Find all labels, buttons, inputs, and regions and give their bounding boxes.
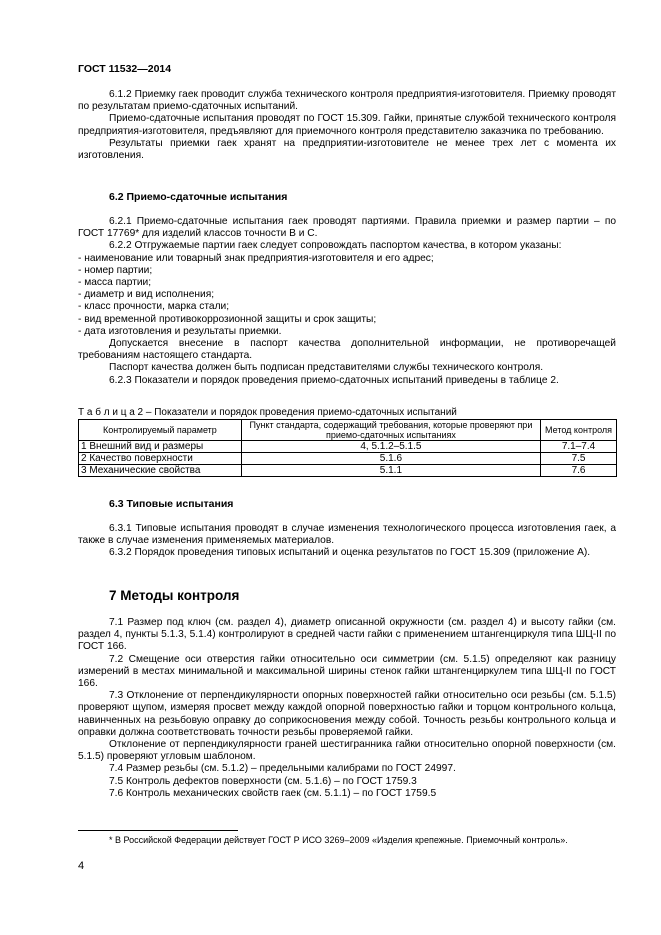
paragraph: Отклонение от перпендикулярности граней шестигранника гайки относительно опорной поверхности (см. 5.1.5) проверяют угловым шаблоном. — [78, 739, 616, 763]
table-caption-label: Т а б л и ц а 2 — [78, 407, 144, 418]
table-header-cell: Контролируемый параметр — [79, 420, 242, 441]
section-6-2-title: 6.2 Приемо-сдаточные испытания — [109, 191, 288, 203]
list-item: - вид временной противокоррозионной защиты и срок защиты; — [78, 313, 377, 325]
acceptance-tests-table — [78, 419, 617, 477]
table-cell: 5.1.6 — [241, 453, 540, 465]
list-item: - класс прочности, марка стали; — [78, 301, 230, 313]
section-6-1-2-block — [78, 89, 616, 162]
paragraph: Допускается внесение в паспорт качества дополнительной информации, не противоречащей требованиям настоящего стандарта. — [78, 338, 616, 362]
footnote-divider — [78, 830, 238, 831]
table-cell: 2 Качество поверхности — [79, 453, 242, 465]
paragraph: 7.6 Контроль механических свойств гаек (см. 5.1.1) – по ГОСТ 1759.5 — [109, 787, 437, 799]
table-caption-text: – Показатели и порядок проведения приемо-сдаточных испытаний — [143, 407, 457, 418]
section-7-block — [78, 617, 616, 800]
table-cell: 3 Механические свойства — [79, 465, 242, 477]
table-cell: 4, 5.1.2–5.1.5 — [241, 441, 540, 453]
list-item: - диаметр и вид исполнения; — [78, 289, 215, 301]
paragraph: 7.4 Размер резьбы (см. 5.1.2) – предельными калибрами по ГОСТ 24997. — [109, 763, 456, 775]
page-number: 4 — [78, 860, 85, 872]
list-item: - наименование или товарный знак предприятия-изготовителя и его адрес; — [78, 252, 434, 264]
paragraph: Паспорт качества должен быть подписан представителями службы технического контроля. — [109, 362, 544, 374]
paragraph: 6.1.2 Приемку гаек проводит служба технического контроля предприятия-изготовителя. Приемку проводят по результатам приемо-сдаточных испытаний. — [78, 89, 616, 113]
footnote — [78, 834, 616, 846]
paragraph: Результаты приемки гаек хранят на предприятии-изготовителе не менее трех лет с момента их изготовления. — [78, 137, 616, 162]
table-cell: 7.6 — [541, 465, 617, 477]
section-7-title: 7 Методы контроля — [109, 588, 240, 603]
paragraph: 6.3.1 Типовые испытания проводят в случае изменения технологического процесса изготовления гаек, а также в случае изменения применяемых материалов. — [78, 523, 616, 547]
table-row — [79, 453, 617, 465]
paragraph: Приемо-сдаточные испытания проводят по ГОСТ 15.309. Гайки, принятые службой технического контроля предприятия-изготовителя, предъявляют для приемочного контроля представителю заказчика по требованию. — [78, 113, 616, 137]
paragraph: 7.5 Контроль дефектов поверхности (см. 5.1.6) – по ГОСТ 1759.3 — [109, 775, 417, 787]
table-header-cell: Метод контроля — [541, 420, 617, 441]
list-item: - масса партии; — [78, 277, 152, 289]
table-cell: 7.5 — [541, 453, 617, 465]
paragraph: 7.3 Отклонение от перпендикулярности опорных поверхностей гайки относительно оси резьбы (см. 5.1.5) проверяют щупом, измеряя просвет между каждой опорной поверхностью гайки и торцом контрольного кольца, навинченных на резьбовую оправку до соприкосновения между собой. Точность резьбы контрольного кольца и оправки должна соответствовать точности резьбы проверяемой гайки. — [78, 690, 616, 738]
section-6-3-block — [78, 523, 616, 560]
section-6-2-block — [78, 216, 616, 387]
table-header-cell: Пункт стандарта, содержащий требования, которые проверяют при приемо-сдаточных испытаниях — [241, 420, 540, 441]
list-item: - дата изготовления и результаты приемки. — [78, 325, 282, 337]
paragraph: 7.2 Смещение оси отверстия гайки относительно оси симметрии (см. 5.1.5) определяют как разницу измерений в местах минимальной и максимальной ширины стенок гайки штангенциркулем типа ШЦ-II по ГОСТ 166. — [78, 653, 616, 690]
paragraph: 6.2.2 Отгружаемые партии гаек следует сопровождать паспортом качества, в котором указаны: — [109, 240, 562, 252]
table-header-row — [79, 420, 617, 441]
table-row — [79, 465, 617, 477]
paragraph: 6.2.1 Приемо-сдаточные испытания гаек проводят партиями. Правила приемки и размер партии – по ГОСТ 17769* для изделий классов точности В и С. — [78, 216, 616, 240]
paragraph: 7.1 Размер под ключ (см. раздел 4), диаметр описанной окружности (см. раздел 4) и высоту гайки (см. раздел 4, пункты 5.1.3, 5.1.4) контролируют в средней части гайки с применением штангенциркуля типа ШЦ-II по ГОСТ 166. — [78, 617, 616, 653]
paragraph: 6.2.3 Показатели и порядок проведения приемо-сдаточных испытаний приведены в таблице 2. — [109, 374, 559, 386]
section-6-3-title: 6.3 Типовые испытания — [109, 498, 234, 510]
paragraph: 6.3.2 Порядок проведения типовых испытаний и оценка результатов по ГОСТ 15.309 (приложение А). — [109, 547, 591, 559]
table-cell: 7.1–7.4 — [541, 441, 617, 453]
table-caption — [78, 407, 616, 419]
list-item: - номер партии; — [78, 264, 153, 276]
footnote-text: * В Российской Федерации действует ГОСТ Р ИСО 3269–2009 «Изделия крепежные. Приемочный контроль». — [109, 835, 568, 845]
table-cell: 1 Внешний вид и размеры — [79, 441, 242, 453]
table-cell: 5.1.1 — [241, 465, 540, 477]
table-row — [79, 441, 617, 453]
document-header: ГОСТ 11532—2014 — [78, 63, 172, 75]
